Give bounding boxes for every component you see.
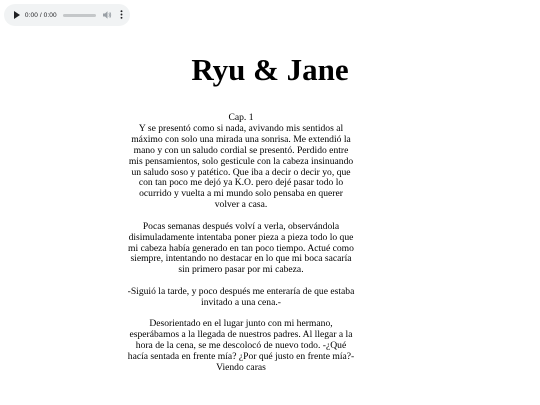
story-paragraph: Desorientado en el lugar junto con mi hermano, esperábamos a la llegada de nuestros padres. Al llegar a la hora de la cena, se me descolocó de nuevo todo. -¿Qué hacía sentada en frente mía? ¿Por qué justo en frente mía?- Viendo caras [127, 318, 355, 373]
play-icon [14, 11, 20, 19]
story-paragraph: Y se presentó como si nada, avivando mis sentidos al máximo con solo una mirada una sonrisa. Me extendió la mano y con un saludo cordial se presentó. Perdido entre mis pensamientos, solo gesticule con la cabeza insinuando un saludo soso y patético. Que iba a decir o decir yo, que con tan poco me dejó ya K.O. pero dejé pasar todo lo ocurrido y vuelta a mi mundo solo pensaba en querer volver a casa. [128, 122, 354, 211]
progress-slider[interactable] [63, 14, 97, 17]
story-text [127, 113, 355, 384]
story-paragraph: Pocas semanas después volví a verla, observándola disimuladamente intentaba poner pieza a pieza todo lo que mi cabeza había generado en tan poco tiempo. Actué como siempre, intentando no destacar en lo que mi boca sacaría sin primero pasar por mi cabeza. [128, 220, 354, 276]
more-vert-icon [120, 10, 123, 21]
time-readout: 0:00 / 0:00 [24, 11, 57, 19]
more-options-button[interactable] [119, 10, 124, 20]
volume-icon [103, 11, 112, 19]
page-title: Ryu & Jane [191, 52, 349, 87]
audio-player [4, 4, 130, 26]
play-button[interactable] [12, 9, 22, 21]
story-paragraph: -Siguió la tarde, y poco después me enteraría de que estaba invitado a una cena.- [127, 285, 355, 308]
chapter-heading: Cap. 1 [228, 112, 254, 123]
volume-button[interactable] [102, 10, 112, 20]
